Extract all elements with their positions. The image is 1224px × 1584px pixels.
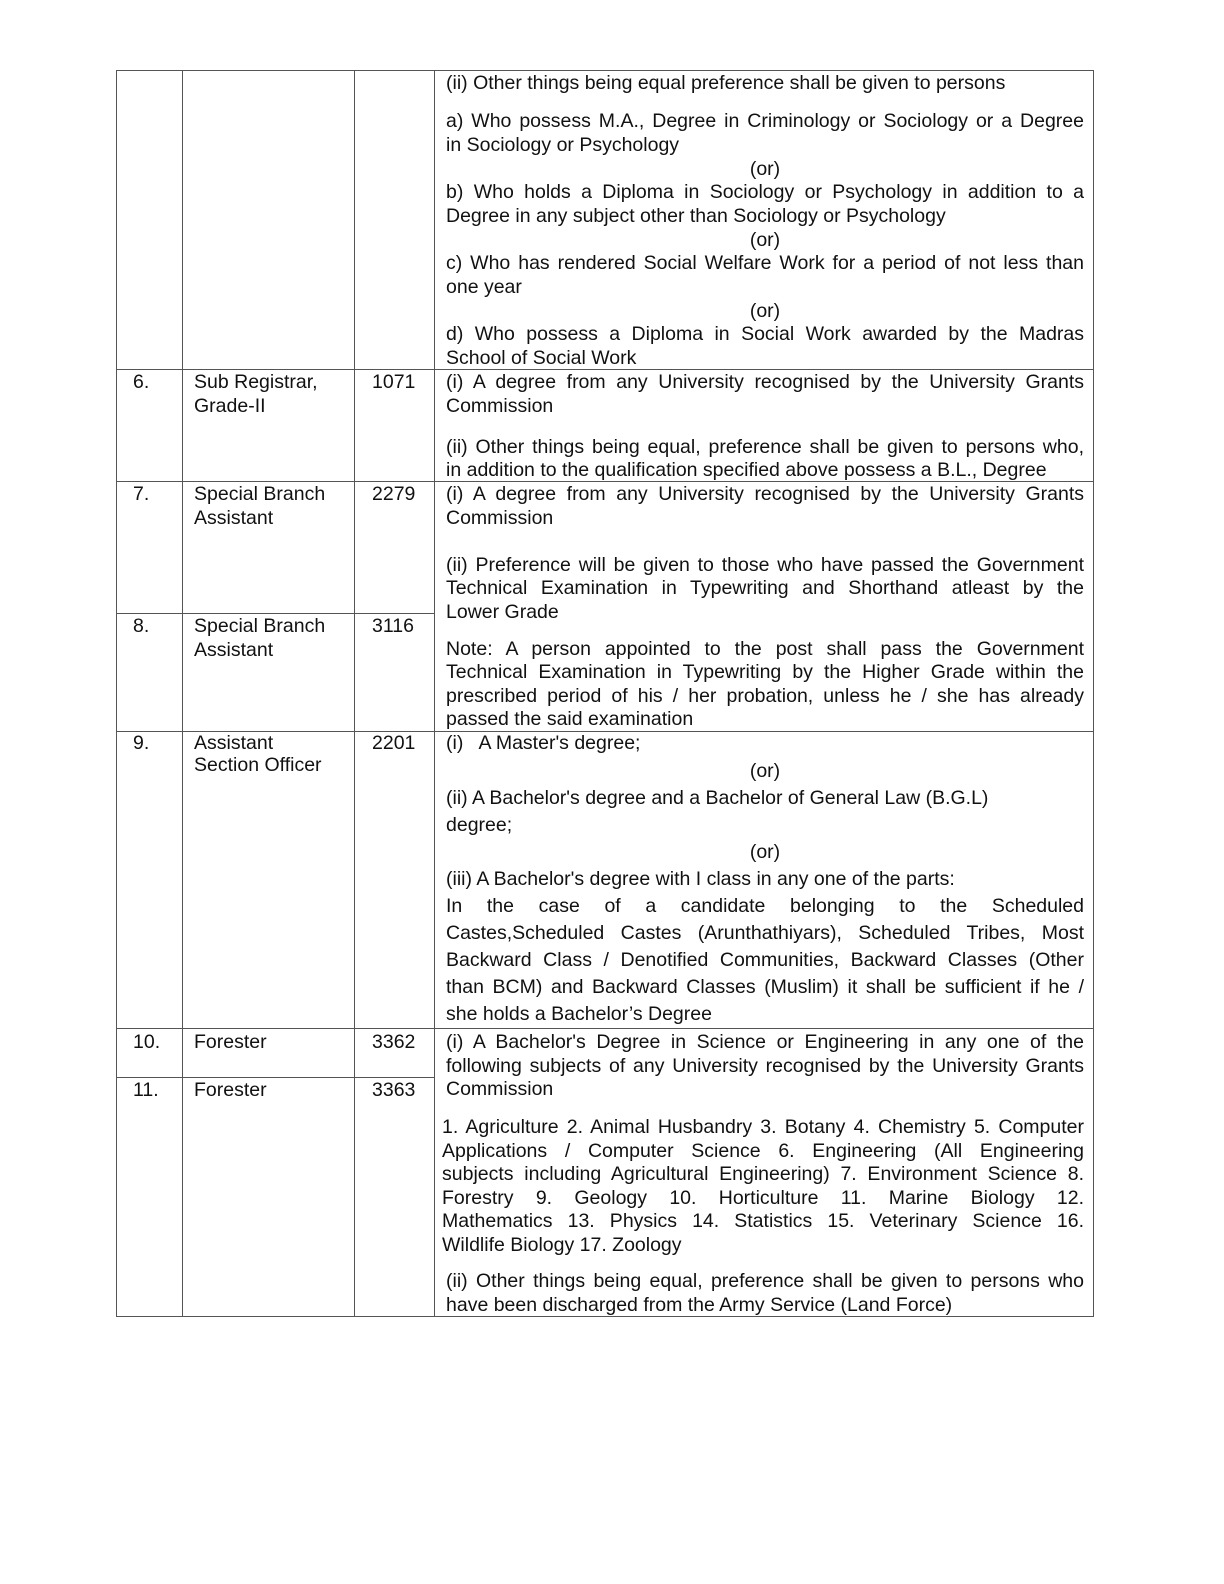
qualification-text: (iii) A Bachelor's degree with I class in any one of the parts:: [446, 868, 955, 890]
qualification-text: (i) A Master's degree;: [446, 732, 641, 754]
or-separator: (or): [749, 841, 781, 863]
qualification-text: d) Who possess a Diploma in Social Work awarded by the Madras: [446, 323, 1084, 345]
qualification-text: c) Who has rendered Social Welfare Work for a period of not less than: [446, 252, 1084, 274]
table-border-left: [116, 70, 117, 1317]
qualification-text: a) Who possess M.A., Degree in Criminology or Sociology or a Degree: [446, 110, 1084, 132]
qualification-text: she holds a Bachelor’s Degree: [446, 1003, 712, 1025]
serial-number: 11.: [133, 1079, 159, 1101]
post-name: Assistant: [194, 732, 274, 754]
serial-number: 8.: [133, 615, 150, 637]
qualification-text: (ii) A Bachelor's degree and a Bachelor of General Law (B.G.L): [446, 787, 989, 809]
qualification-text: in Sociology or Psychology: [446, 134, 680, 156]
or-separator: (or): [749, 760, 781, 782]
qualification-text: following subjects of any University recognised by the University Grants: [446, 1055, 1084, 1077]
subject-list: subjects including Agricultural Engineering) 7. Environment Science 8.: [442, 1163, 1084, 1185]
qualification-text: degree;: [446, 814, 513, 836]
qualification-text: Castes,Scheduled Castes (Arunthathiyars), Scheduled Tribes, Most: [446, 922, 1084, 944]
serial-number: 10.: [133, 1031, 161, 1053]
qualification-text: in addition to the qualification specified above possess a B.L., Degree: [446, 459, 1047, 481]
or-separator: (or): [749, 229, 781, 251]
post-name: Grade-II: [194, 395, 266, 417]
qualification-text: (i) A degree from any University recognised by the University Grants: [446, 483, 1084, 505]
column-divider-post: [354, 70, 355, 1317]
qualification-text: than BCM) and Backward Classes (Muslim) it shall be sufficient if he /: [446, 976, 1084, 998]
row-divider-partial: [116, 1077, 435, 1078]
post-code: 3363: [372, 1079, 416, 1101]
or-separator: (or): [749, 158, 781, 180]
subject-list: Applications / Computer Science 6. Engineering (All Engineering: [442, 1140, 1084, 1162]
qualification-text: Commission: [446, 395, 554, 417]
qualification-text: Backward Class / Denotified Communities, Backward Classes (Other: [446, 949, 1084, 971]
post-name: Sub Registrar,: [194, 371, 318, 393]
qualification-note: Note: A person appointed to the post shall pass the Government: [446, 638, 1084, 660]
subject-list: Mathematics 13. Physics 14. Statistics 15. Veterinary Science 16.: [442, 1210, 1084, 1232]
post-name: Assistant: [194, 639, 274, 661]
serial-number: 7.: [133, 483, 150, 505]
post-name: Special Branch: [194, 615, 326, 637]
qualification-note: prescribed period of his / her probation, unless he / she has already: [446, 685, 1084, 707]
qualification-text: Technical Examination in Typewriting and Shorthand atleast by the: [446, 577, 1084, 599]
qualification-text: School of Social Work: [446, 347, 637, 369]
qualification-text: Commission: [446, 1078, 554, 1100]
subject-list: 1. Agriculture 2. Animal Husbandry 3. Botany 4. Chemistry 5. Computer: [442, 1116, 1084, 1138]
column-divider-sno: [182, 70, 183, 1317]
qualification-text: have been discharged from the Army Service (Land Force): [446, 1294, 953, 1316]
qualification-note: Technical Examination in Typewriting by the Higher Grade within the: [446, 661, 1084, 683]
qualification-text: b) Who holds a Diploma in Sociology or Psychology in addition to a: [446, 181, 1084, 203]
row-divider-partial: [116, 613, 435, 614]
post-name: Forester: [194, 1079, 267, 1101]
qualification-text: (ii) Other things being equal, preference shall be given to persons who,: [446, 436, 1084, 458]
post-name: Special Branch: [194, 483, 326, 505]
qualification-text: Commission: [446, 507, 554, 529]
post-code: 1071: [372, 371, 416, 393]
post-name: Section Officer: [194, 754, 322, 776]
qualification-text: one year: [446, 276, 522, 298]
post-name: Assistant: [194, 507, 274, 529]
qualification-text: (i) A Bachelor's Degree in Science or Engineering in any one of the: [446, 1031, 1084, 1053]
qualification-text: Lower Grade: [446, 601, 559, 623]
qualification-text: (ii) Preference will be given to those who have passed the Government: [446, 554, 1084, 576]
or-separator: (or): [749, 300, 781, 322]
table-border-right: [1093, 70, 1094, 1317]
post-code: 2201: [372, 732, 416, 754]
post-code: 2279: [372, 483, 416, 505]
qualification-text: In the case of a candidate belonging to the Scheduled: [446, 895, 1084, 917]
table-border-top: [116, 70, 1094, 71]
qualification-text: Degree in any subject other than Sociology or Psychology: [446, 205, 946, 227]
post-code: 3362: [372, 1031, 416, 1053]
subject-list: Forestry 9. Geology 10. Horticulture 11. Marine Biology 12.: [442, 1187, 1084, 1209]
qualification-text: (ii) Other things being equal, preference shall be given to persons who: [446, 1270, 1084, 1292]
serial-number: 6.: [133, 371, 150, 393]
qualification-text: (i) A degree from any University recognised by the University Grants: [446, 371, 1084, 393]
column-divider-code: [434, 70, 435, 1317]
row-divider: [116, 1028, 1094, 1029]
qualification-note: passed the said examination: [446, 708, 694, 730]
subject-list: Wildlife Biology 17. Zoology: [442, 1234, 682, 1256]
serial-number: 9.: [133, 732, 150, 754]
post-name: Forester: [194, 1031, 267, 1053]
qualification-text: (ii) Other things being equal preference shall be given to persons: [446, 72, 1006, 94]
post-code: 3116: [372, 615, 414, 637]
